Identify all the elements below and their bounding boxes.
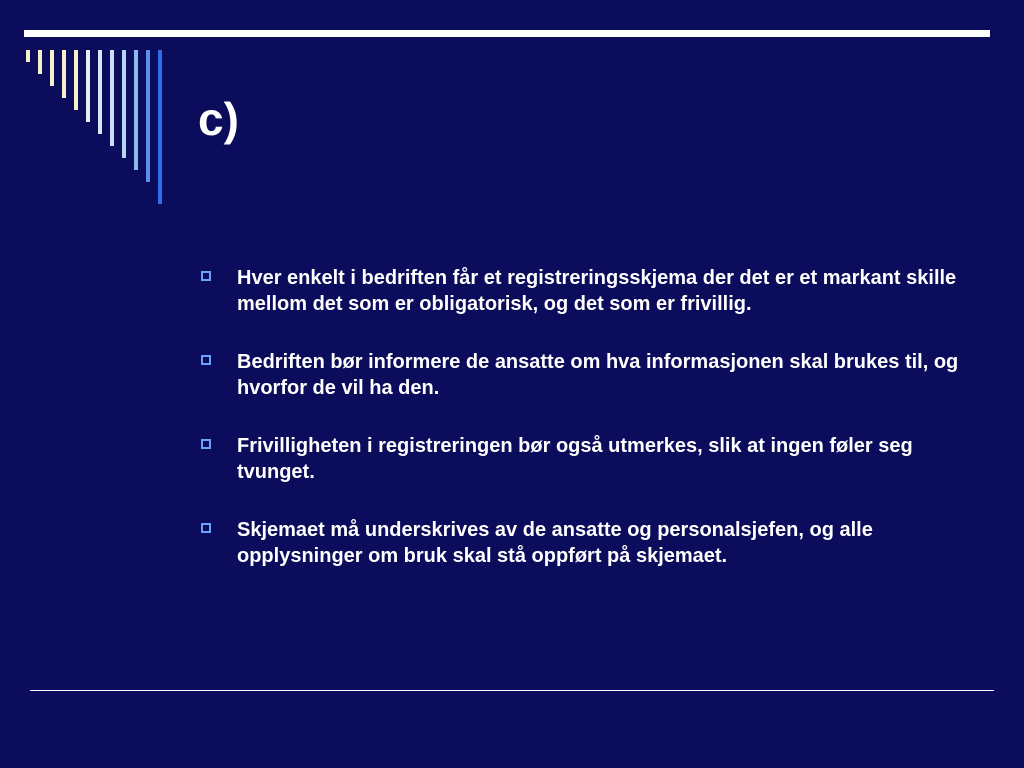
stripe (86, 50, 90, 122)
bullet-item (200, 265, 980, 317)
decorative-stripes (0, 0, 180, 220)
square-bullet-icon (201, 439, 211, 449)
bottom-rule (30, 690, 994, 691)
slide-title: c) (198, 93, 239, 145)
stripe (38, 50, 42, 74)
stripe (50, 50, 54, 86)
bullet-list (200, 265, 980, 601)
bullet-text: Frivilligheten i registreringen bør også utmerkes, slik at ingen føler seg tvunget. (237, 435, 913, 483)
bullet-text: Hver enkelt i bedriften får et registreringsskjema der det er et markant skille mellom det som er obligatorisk, og det som er frivillig. (237, 267, 957, 315)
bullet-text: Bedriften bør informere de ansatte om hva informasjonen skal brukes til, og hvorfor de vil ha den. (237, 351, 959, 399)
stripe (74, 50, 78, 110)
stripe (158, 50, 162, 204)
square-bullet-icon (201, 523, 211, 533)
square-bullet-icon (201, 271, 211, 281)
stripe (146, 50, 150, 182)
stripe (110, 50, 114, 146)
stripe (98, 50, 102, 134)
bullet-item (200, 349, 980, 401)
stripe (62, 50, 66, 98)
stripe (26, 50, 30, 62)
stripe (122, 50, 126, 158)
stripe (134, 50, 138, 170)
bullet-item (200, 517, 980, 569)
square-bullet-icon (201, 355, 211, 365)
bullet-text: Skjemaet må underskrives av de ansatte og personalsjefen, og alle opplysninger om bruk skal stå oppført på skjemaet. (237, 519, 873, 567)
bullet-item (200, 433, 980, 485)
